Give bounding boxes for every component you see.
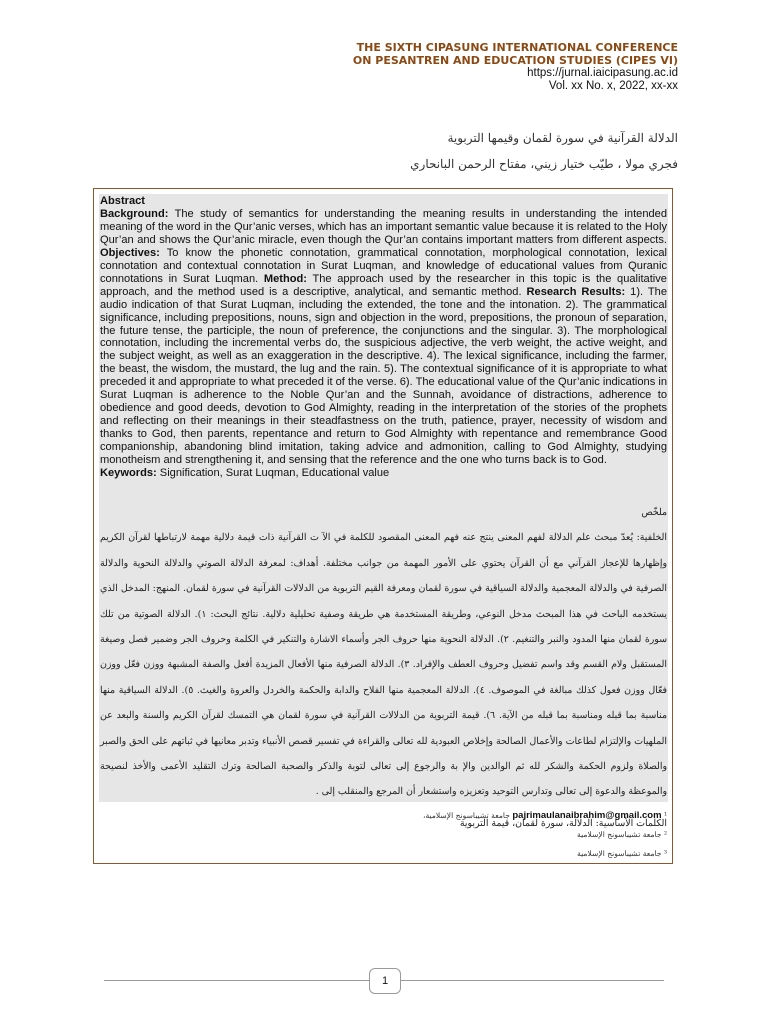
journal-url[interactable]: https://jurnal.iaicipasung.ac.id [527, 67, 678, 79]
objectives-text: To know the phonetic connotation, grammatical connotation, morphological connotation, lexical connotation and contextual connotation in Surat Luqman, and knowledge of educational values from Quranic connotations in Surat Luqman. [100, 246, 667, 285]
keywords-line [100, 467, 667, 480]
method-label: Method: [263, 272, 307, 285]
page-number: 1 [369, 968, 401, 994]
arabic-abstract-heading: ملخّص [641, 507, 667, 518]
arabic-keywords: الكلمات الأساسية: الدلالة، سورة لقمان، قيمة التربوية [459, 817, 667, 829]
results-text: 1). The audio indication of that Surat Luqman, including the extended, the tone and the intonation. 2). The grammatical significance, including prepositions, nouns, sign and objection in the word, prepositions, the pronoun of separation, the future tense, the participle, the noun of preference, the conjunctions and the singular. 3). The morphological connotation, including the incremental verbs do, the suspicious adjective, the verb weight, the active weight, and the subject weight, as well as an exaggeration in the descriptive. 4). The lexical significance, including the farmer, the beast, the wisdom, the mustard, the lug and the rain. 5). The contextual significance of it is appropriate to what preceded it and appropriate to what preceded it of the verse. 6). The educational value of the Qur’anic indications in Surat Luqman is adherence to the Noble Qur’an and the Sunnah, avoidance of distractions, adherence to obedience and good deeds, devotion to God Almighty, reading in the interpretation of the stories of the prophets and reflecting on their meanings in their steadfastness on the truth, patience, prayer, necessity of wisdom and thanks to God, then parents, repentance and return to God Almighty with repentance and remembrance Good companionship, abandoning blind imitation, taking advice and admonition, calling to God Almighty, studying monotheism and strengthening it, and sensing that the reference and the one who turns back is to God. [100, 285, 667, 467]
english-abstract [100, 195, 667, 480]
background-label: Background: [100, 207, 169, 220]
arabic-abstract [100, 500, 667, 836]
arabic-abstract-body: الخلفية: يُعدّ مبحث علم الدلالة لفهم المعنى ينتج عنه فهم المعنى المقصود للكلمة في الآ ت القرآنية ذات قيمة دلالية مهمة لارتباطها لقرآن الكريم وإظهارها للإعجاز القرآني مع أن القرآن يحتوي على الأمور المهمة من جوانب مختلفة. أهداف: لمعرفة الدلالة الصوتي والدلالة النحوية والدلالة الصرفية في والدلالة المعجمية والدلالة السياقية في سورة لقمان ومعرفة القيم التربوية من الدلالات القرآنية في سورة لقمان. المنهج: المدخل الذي يستخدمه الباحث في هذا المبحث مدخل النوعي، وطريقة المستخدمة هي طريقة وصفية تحليلية دلالية. نتائج البحث: ١). الدلالة الصوتية من تلك سورة لقمان منها المدود والنبر والتنغيم. ٢). الدلالة النحوية منها حروف الجر وأسماء الاشارة والتنكير في الكلمة وحروف الجر وضمير فصل وصيغة المستقبل ولام القسم وقد واسم تفضيل وحروف العطف والإفراد. ٣). الدلالة الصرفية منها الأفعال المزيدة أفعل والصفة المشبهة ووزن فعّل ووزن فعّال ووزن فعول كذلك مبالغة في الموصوف. ٤). الدلالة المعجمية منها الفلاح والدابة والحكمة والخردل والعروة والغيث. ٥). الدلالة السياقية منها مناسبة بما قبله ومناسبة بما قبله من الآية. ٦). قيمة التربوية من الدلالات القرآنية في سورة لقمان هي التمسك لقرآن الكريم والسنة والبعد عن الملهيات والإلتزام لطاعات والأعمال الصالحة وإخلاص العبودية لله تعالى والقراءة في تفسير قصص الأنبياء وتدبر معانيها في ثباتهم على الحق والصبر والصلاة ولزوم الحكمة والشكر لله ثم الوالدين والإ بة والرجوع إلى تعالى لتوبة والذكر والصحبة الصالحة وترك التقليد الأعمى والأخذ لنصيحة والموعظة والدعوة إلى تعالى وتدارس التوحيد وتعزيزه واستشعار أن المرجع والمنقلب إلى . [100, 532, 667, 798]
abstract-body [100, 208, 667, 467]
keywords-text: Signification, Surat Luqman, Educational value [156, 467, 390, 480]
background-text: The study of semantics for understanding the meaning results in understanding the intended meaning of the word in the Qur’anic verses, which has an important semantic value because it is related to the Holy Qur’an and shows the Qur’anic miracle, even though the Qur’an contains important matters from different aspects. [100, 207, 667, 246]
method-text: The approach used by the researcher in this topic is the qualitative approach, and the method used is a descriptive, analytical, and semantic method. [100, 272, 667, 298]
footer-rule-right [399, 980, 664, 981]
abstract-heading: Abstract [100, 195, 146, 207]
author-email[interactable]: pajrimaulanaibrahim@gmail.com [512, 810, 662, 821]
conference-title-line1: THE SIXTH CIPASUNG INTERNATIONAL CONFERENCE [356, 41, 678, 54]
objectives-label: Objectives: [100, 246, 160, 259]
footnote-1 [423, 806, 667, 825]
author-footnotes [423, 806, 667, 863]
footnote-affiliation-1: ¹ جامعة تشيباسونج الإسلامية، [423, 811, 667, 820]
conference-title-line2: ON PESANTREN AND EDUCATION STUDIES (CIPES VI) [352, 53, 678, 67]
footer-rule-left [104, 980, 369, 981]
results-label: Research Results: [526, 285, 626, 298]
keywords-label: Keywords: [100, 467, 157, 480]
footnote-2: ² جامعة تشيباسونج الإسلامية [577, 830, 667, 839]
journal-volume: Vol. xx No. x, 2022, xx-xx [548, 79, 678, 92]
arabic-paper-title: الدلالة القرآنية في سورة لقمان وقيمها التربوية [447, 131, 678, 145]
footnote-3: ³ جامعة تشيباسونج الإسلامية [577, 849, 667, 858]
arabic-authors: فجري مولا ، طيّب ختيار زيني، مفتاح الرحمن البانحاري [410, 157, 678, 171]
journal-header [353, 42, 678, 92]
